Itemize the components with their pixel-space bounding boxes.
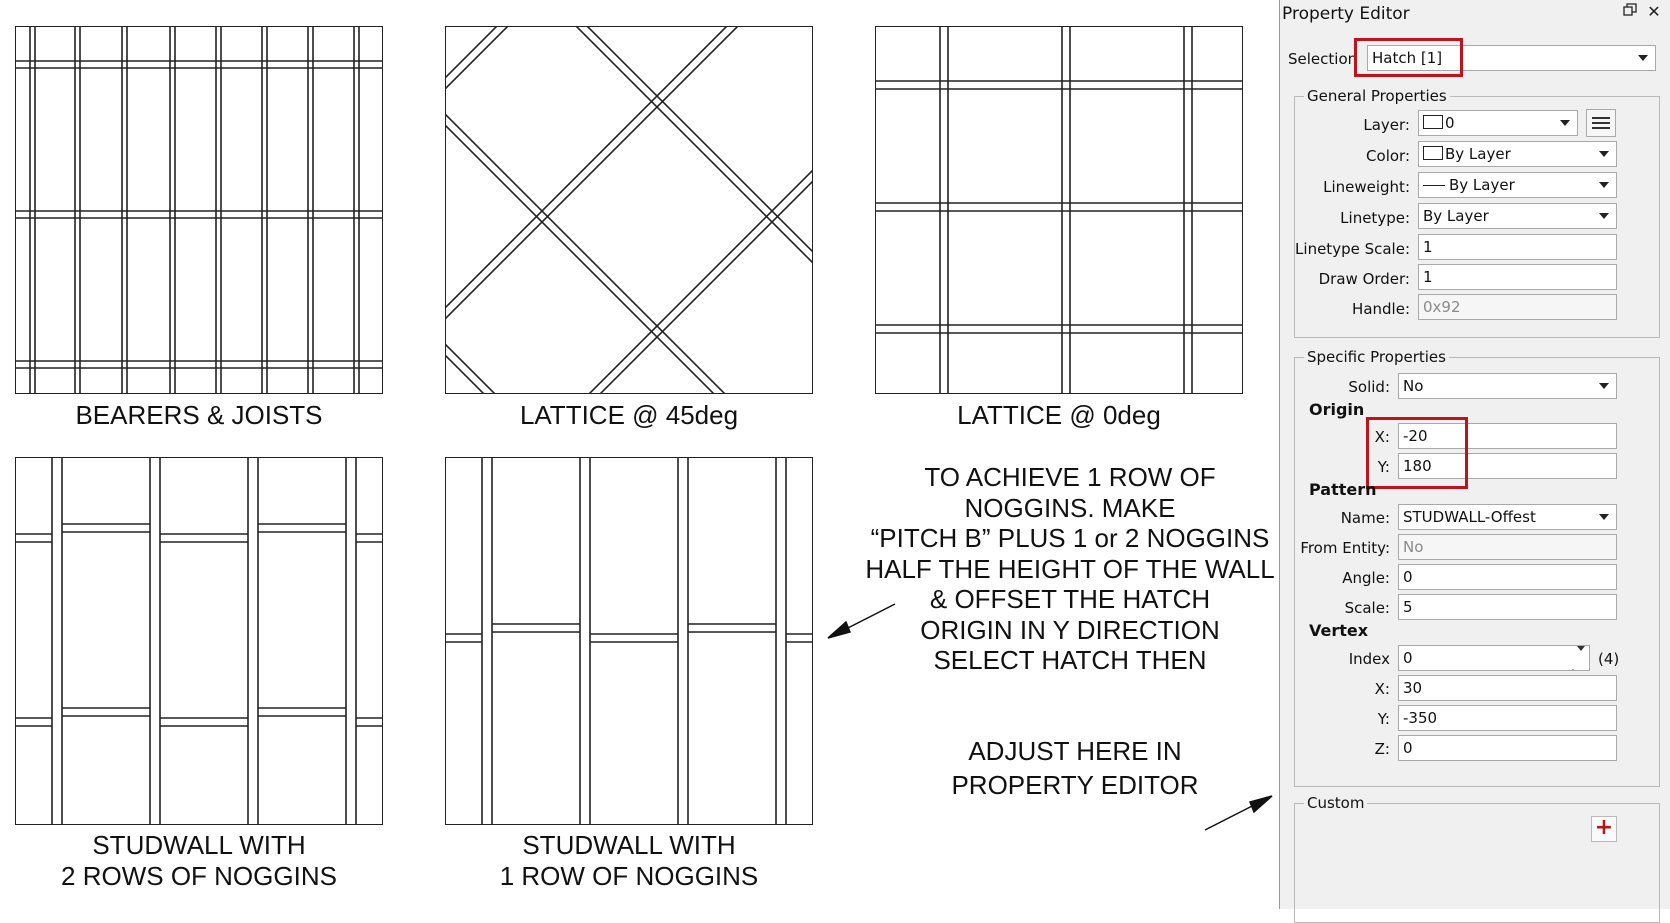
origin-header: Origin [1309,400,1365,419]
chevron-down-icon[interactable] [1593,205,1615,227]
chevron-down-icon[interactable] [1632,47,1654,69]
plus-icon: + [1594,815,1614,840]
pattern-header: Pattern [1309,480,1377,499]
draw-order-label: Draw Order: [1318,270,1410,288]
chevron-down-icon[interactable] [1593,506,1615,528]
from-entity-label: From Entity: [1300,539,1390,557]
caption-line: 2 ROWS OF NOGGINS [61,861,337,891]
lineweight-dropdown[interactable] [1418,172,1617,198]
restore-icon[interactable] [1620,2,1640,22]
vertex-header: Vertex [1309,621,1369,640]
scale-field[interactable]: 5 [1398,594,1617,620]
vertex-index-stepper[interactable] [1398,645,1590,671]
layer-dropdown[interactable] [1418,110,1578,136]
note-line: ORIGIN IN Y DIRECTION [920,614,1220,645]
vertex-x-field[interactable]: 30 [1398,675,1617,701]
layer-color-swatch [1423,115,1443,129]
chevron-down-icon[interactable] [1593,143,1615,165]
lineweight-sample-icon [1423,185,1445,186]
caption-line: LATTICE @ 45deg [519,400,739,430]
add-custom-property-button[interactable] [1591,816,1617,842]
vertex-index-value: 0 [1403,649,1413,667]
panel-title: Property Editor [1282,4,1410,24]
handle-field: 0x92 [1418,294,1617,320]
linetype-value: By Layer [1423,207,1489,225]
caption-line: STUDWALL WITH [92,830,306,860]
property-editor-panel [1279,0,1670,909]
caption-line: 1 ROW OF NOGGINS [499,861,759,891]
chevron-down-icon[interactable] [1593,174,1615,196]
pattern-name-label: Name: [1340,509,1390,527]
linetype-dropdown[interactable] [1418,203,1617,229]
list-icon [1592,117,1610,119]
note-line: ADJUST HERE IN [968,736,1182,766]
caption-line: LATTICE @ 0deg [957,400,1161,430]
general-properties-title: General Properties [1304,86,1450,106]
vertex-z-field[interactable]: 0 [1398,735,1617,761]
arrowhead-icon [1250,796,1272,812]
solid-value: No [1403,377,1424,395]
scale-label: Scale: [1344,599,1390,617]
origin-x-label: X: [1374,428,1390,446]
linetype-scale-label: Linetype Scale: [1295,240,1410,258]
vertex-y-field[interactable]: -350 [1398,705,1617,731]
pattern-name-dropdown[interactable] [1398,504,1617,530]
linetype-label: Linetype: [1340,209,1410,227]
vertex-y-label: Y: [1377,710,1390,728]
highlight-selection [1354,38,1463,77]
solid-dropdown[interactable] [1398,373,1617,399]
color-dropdown[interactable] [1418,141,1617,167]
color-value: By Layer [1445,145,1511,163]
layer-value: 0 [1445,114,1455,132]
vertex-index-label: Index [1348,650,1390,668]
note-line: “PITCH B” PLUS 1 or 2 NOGGINS [870,523,1270,553]
layer-label: Layer: [1363,116,1410,134]
handle-label: Handle: [1352,300,1410,318]
layer-manager-button[interactable] [1586,109,1616,137]
vertex-count: (4) [1598,650,1620,668]
origin-y-field[interactable]: 180 [1398,453,1617,479]
color-label: Color: [1366,147,1410,165]
origin-y-label: Y: [1377,458,1390,476]
lineweight-value: By Layer [1449,176,1515,194]
note-line: TO ACHIEVE 1 ROW OF [924,462,1216,492]
vertex-x-label: X: [1374,680,1390,698]
close-icon[interactable]: ✕ [1647,2,1661,21]
color-swatch [1423,146,1443,160]
draw-order-field[interactable]: 1 [1418,264,1617,290]
pattern-name-value: STUDWALL-Offest [1403,508,1536,526]
selection-value: Hatch [1] [1372,49,1443,67]
specific-properties-title: Specific Properties [1304,347,1449,367]
note-line: SELECT HATCH THEN [933,645,1207,675]
arrowhead-icon [828,622,850,638]
caption-line: STUDWALL WITH [522,830,736,860]
chevron-down-icon[interactable] [1593,375,1615,397]
note-line: & OFFSET THE HATCH [929,584,1211,614]
caption-line: BEARERS & JOISTS [75,400,323,430]
highlight-origin [1366,417,1468,489]
note-line: PROPERTY EDITOR [951,770,1199,800]
vertex-z-label: Z: [1374,740,1390,758]
angle-field[interactable]: 0 [1398,564,1617,590]
selection-label: Selection [1288,50,1358,68]
note-line: HALF THE HEIGHT OF THE WALL [865,553,1275,584]
solid-label: Solid: [1348,378,1390,396]
chevron-down-icon[interactable] [1554,112,1576,134]
angle-label: Angle: [1342,569,1390,587]
spin-arrows-icon[interactable] [1569,648,1585,668]
note-line: NOGGINS. MAKE [964,492,1176,523]
from-entity-field: No [1398,534,1617,560]
lineweight-label: Lineweight: [1323,178,1410,196]
custom-title: Custom [1304,793,1367,813]
origin-x-field[interactable]: -20 [1398,423,1617,449]
linetype-scale-field[interactable]: 1 [1418,234,1617,260]
